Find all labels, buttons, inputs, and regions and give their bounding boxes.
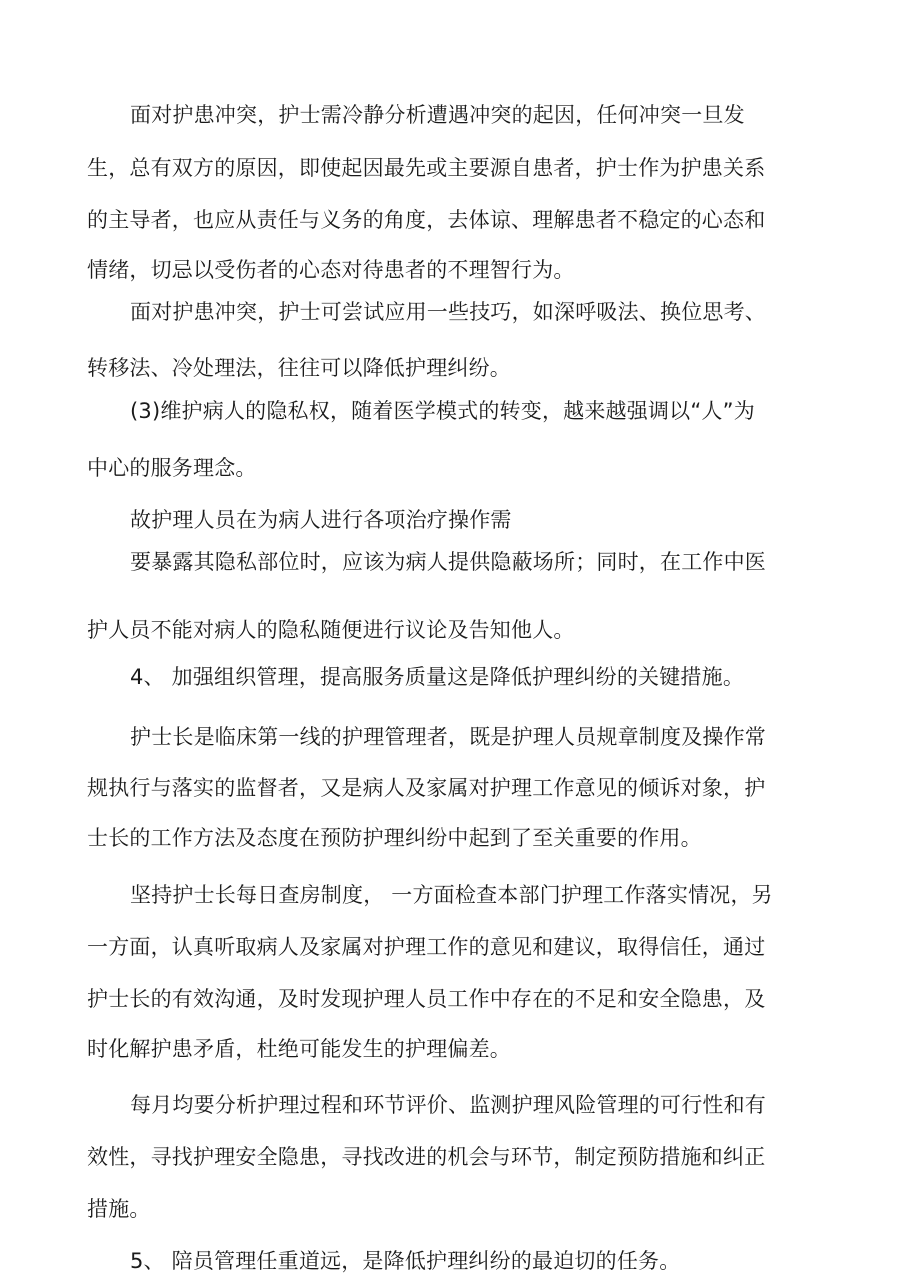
text-line: (3)维护病人的隐私权，随着医学模式的转变，越来越强调以“人”为 [130,399,755,423]
text-line: 转移法、冷处理法，往往可以降低护理纠纷。 [87,356,511,380]
text-line: 生，总有双方的原因，即使起因最先或主要源自患者，护士作为护患关系 [87,156,766,180]
text-line: 的主导者，也应从责任与义务的角度，去体谅、理解患者不稳定的心态和 [87,208,766,232]
text-line: 一方面，认真听取病人及家属对护理工作的意见和建议，取得信任，通过 [87,935,766,959]
text-line: 护士长是临床第一线的护理管理者，既是护理人员规章制度及操作常 [130,725,766,749]
text-line: 措施。 [87,1197,151,1221]
text-line: 护人员不能对病人的隐私随便进行议论及告知他人。 [87,618,575,642]
text-line: 效性，寻找护理安全隐患，寻找改进的机会与环节，制定预防措施和纠正 [87,1145,766,1169]
text-line: 情绪，切忌以受伤者的心态对待患者的不理智行为。 [87,258,575,282]
text-line: 每月均要分析护理过程和环节评价、监测护理风险管理的可行性和有 [130,1093,766,1117]
text-line: 中心的服务理念。 [87,456,257,480]
text-line: 坚持护士长每日查房制度， 一方面检查本部门护理工作落实情况，另 [130,883,773,907]
text-line: 5、 陪员管理任重道远，是降低护理纠纷的最迫切的任务。 [130,1249,681,1273]
text-line: 面对护患冲突，护士可尝试应用一些技巧，如深呼吸法、换位思考、 [130,300,766,324]
text-line: 时化解护患矛盾，杜绝可能发生的护理偏差。 [87,1037,511,1061]
text-line: 护士长的有效沟通，及时发现护理人员工作中存在的不足和安全隐患，及 [87,987,766,1011]
text-line: 4、 加强组织管理，提高服务质量这是降低护理纠纷的关键措施。 [130,665,745,689]
text-line: 要暴露其隐私部位时，应该为病人提供隐蔽场所；同时，在工作中医 [130,550,766,574]
text-line: 故护理人员在为病人进行各项治疗操作需 [130,508,512,532]
text-line: 士长的工作方法及态度在预防护理纠纷中起到了至关重要的作用。 [87,826,702,850]
text-line: 面对护患冲突，护士需冷静分析遭遇冲突的起因，任何冲突一旦发 [130,103,745,127]
text-line: 规执行与落实的监督者，又是病人及家属对护理工作意见的倾诉对象，护 [87,776,766,800]
